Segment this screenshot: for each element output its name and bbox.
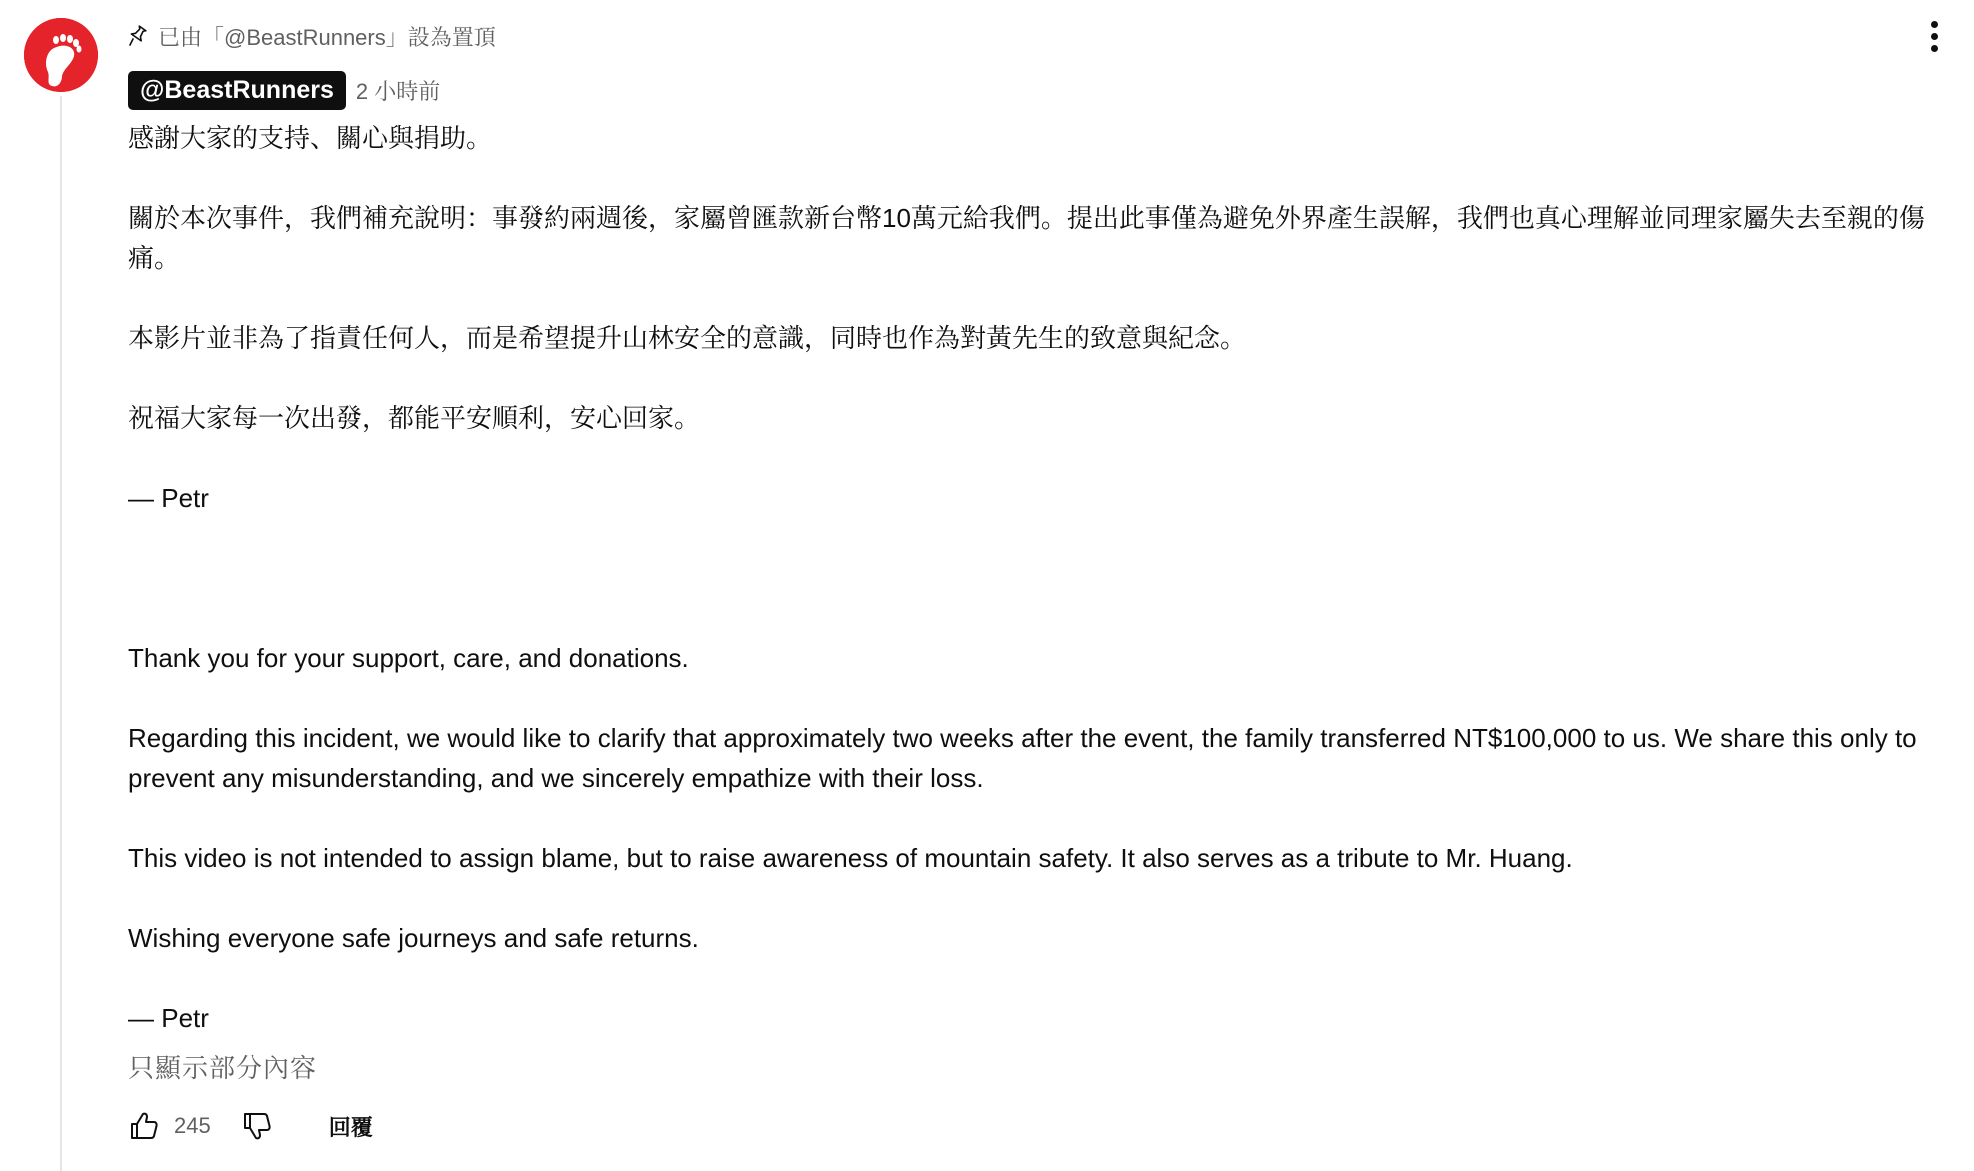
comment-paragraph: This video is not intended to assign blame, but to raise awareness of mountain safety. It also serves as a tribute to Mr. Huang. [128,843,1573,873]
comment-paragraph: 本影片並非為了指責任何人，而是希望提升山林安全的意識，同時也作為對黃先生的致意與紀念。 [128,323,1247,353]
comment-header [128,70,440,110]
comment-paragraph: Wishing everyone safe journeys and safe returns. [128,923,699,953]
comment-body [128,118,1964,1038]
thumb-up-icon[interactable] [128,1110,160,1142]
pinned-banner [128,20,496,52]
comment-actions [128,1104,373,1148]
comment-timestamp[interactable]: 2 小時前 [355,78,441,104]
like-count: 245 [174,1113,211,1138]
more-actions-button[interactable] [1920,16,1948,56]
pin-icon [128,25,148,47]
comment-paragraph: 關於本次事件，我們補充說明：事發約兩週後，家屬曾匯款新台幣10萬元給我們。提出此事僅為避免外界產生誤解，我們也真心理解並同理家屬失去至親的傷痛。 [128,203,1925,273]
more-vert-icon [1931,21,1938,28]
comment-paragraph: 感謝大家的支持、關心與捐助。 [128,123,493,153]
channel-avatar[interactable] [24,18,98,92]
footprint-logo-icon [24,18,98,92]
comment-signature: — Petr [128,483,209,513]
comment-paragraph: Regarding this incident, we would like to clarify that approximately two weeks after the event, the family transferred NT$100,000 to us. We share this only to prevent any misunderstanding, and we sincerely empathize with their loss. [128,723,1924,793]
thread-line [60,96,62,1171]
comment-signature: — Petr [128,1003,209,1033]
comment-paragraph: 祝福大家每一次出發，都能平安順利，安心回家。 [128,403,701,433]
thumb-down-icon[interactable] [241,1110,273,1142]
author-name-chip[interactable]: @BeastRunners [128,71,346,110]
pinned-text: 已由「@BeastRunners」設為置頂 [158,24,496,50]
show-less-button[interactable]: 只顯示部分內容 [128,1053,318,1083]
comment-paragraph: Thank you for your support, care, and donations. [128,643,689,673]
reply-button[interactable]: 回覆 [328,1114,373,1140]
